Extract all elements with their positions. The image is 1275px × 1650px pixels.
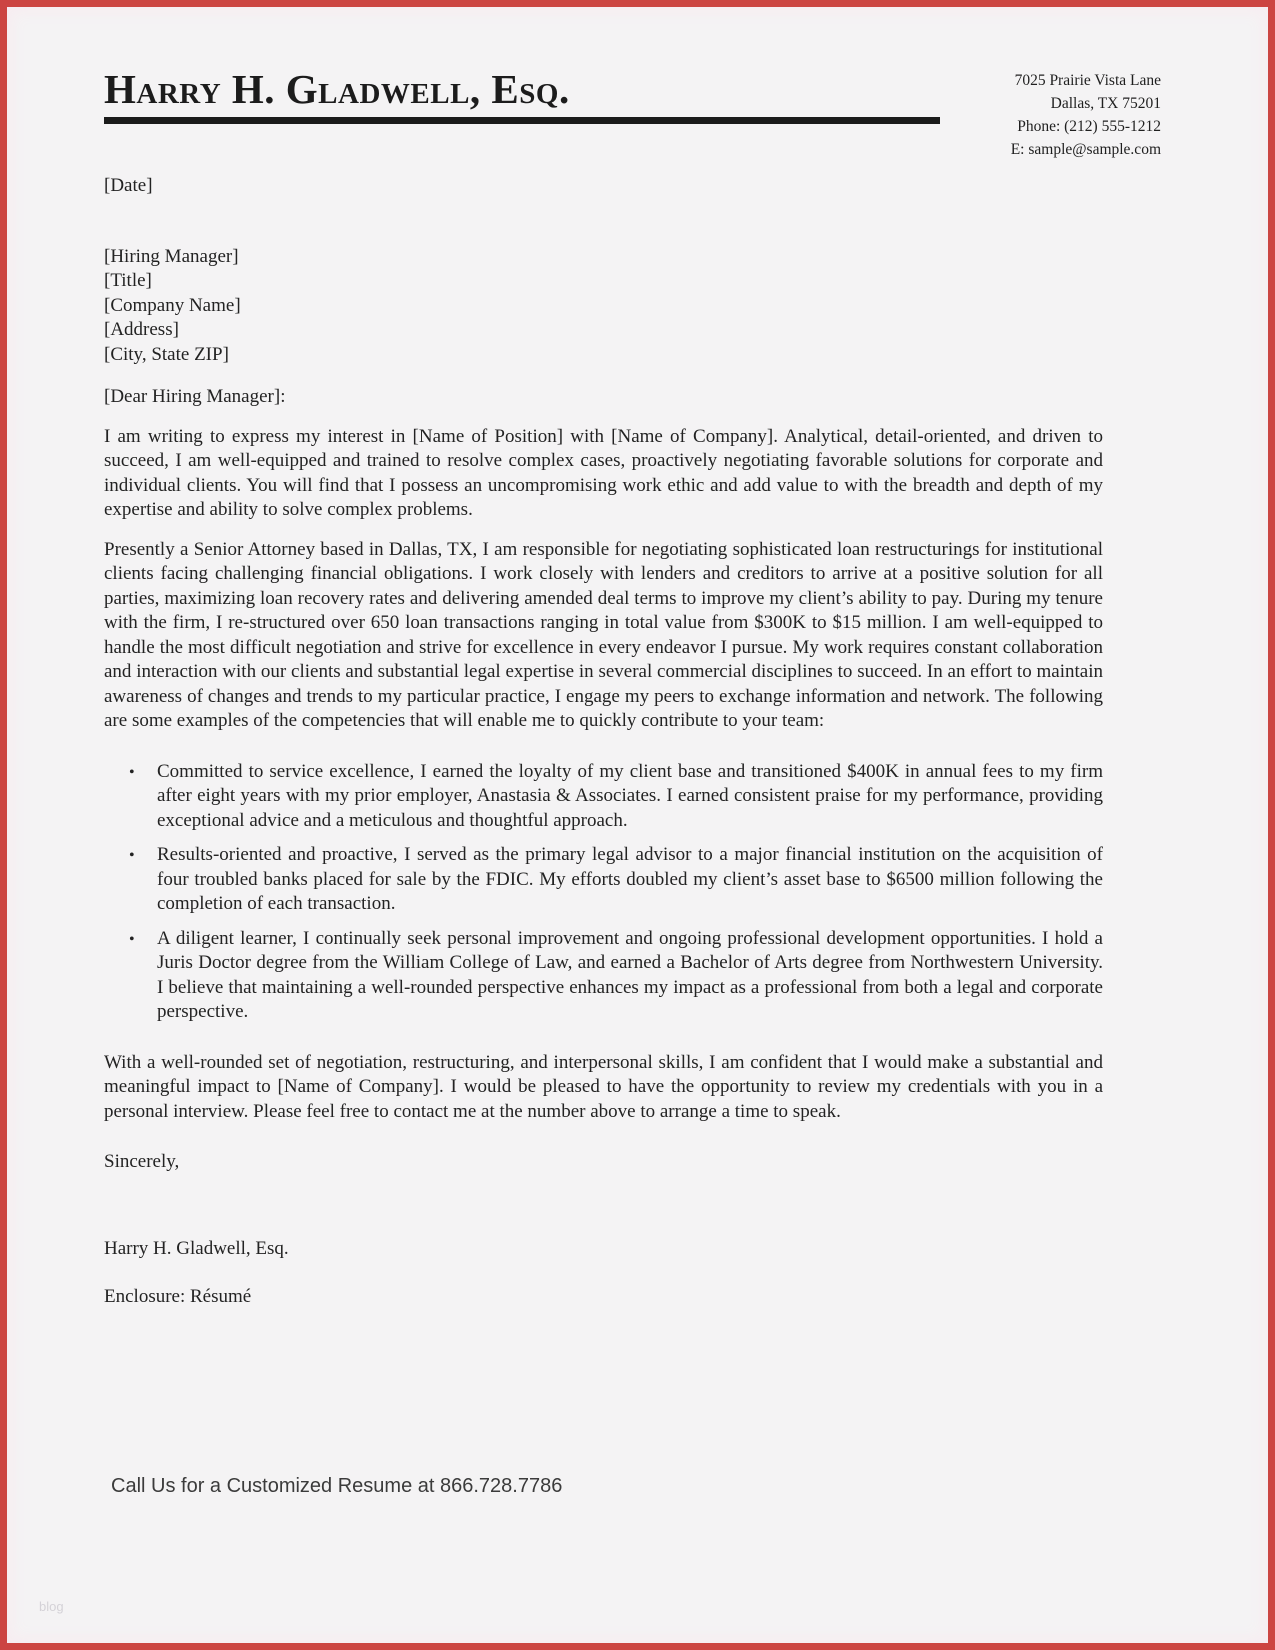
letterhead-name-block xyxy=(104,67,940,124)
enclosure-note: Enclosure: Résumé xyxy=(104,1286,252,1308)
bullet-item-service-excellence xyxy=(129,760,1103,834)
bullet-text: Results-oriented and proactive, I served as the primary legal advisor to a major financial institution on the acquisition of four troubled banks placed for sale by the FDIC. My efforts doubled my client’s asset base to $6500 million following the completion of each transaction. xyxy=(157,844,1103,915)
recipient-line-hiring-manager: [Hiring Manager] xyxy=(104,245,239,267)
letterhead-name: Harry H. Gladwell, Esq. xyxy=(104,66,570,112)
bullet-text: Committed to service excellence, I earned the loyalty of my client base and transitioned $400K in annual fees to my firm after eight years with my prior employer, Anastasia & Associates. I earned consistent praise for my performance, providing exceptional advice and a meticulous and thoughtful approach. xyxy=(157,760,1103,831)
contact-phone: Phone: (212) 555-1212 xyxy=(1017,118,1161,135)
bullet-item-diligent-learner xyxy=(129,927,1103,1025)
bullet-item-results-oriented xyxy=(129,843,1103,917)
footer-call-us-text: Call Us for a Customized Resume at 866.728.7786 xyxy=(111,1475,563,1497)
contact-email: E: sample@sample.com xyxy=(1010,141,1161,158)
recipient-block xyxy=(104,245,1103,368)
paragraph-experience: Presently a Senior Attorney based in Dallas, TX, I am responsible for negotiating sophisticated loan restructurings for institutional clients facing challenging financial obligations. I work closely with lenders and creditors to arrive at a positive solution for all parties, maximizing loan recovery rates and delivering amended deal terms to improve my client’s ability to pay. During my tenure with the firm, I re-structured over 650 loan transactions ranging in total value from $300K to $15 million. I am well-equipped to handle the most difficult negotiation and strive for excellence in every endeavor I pursue. My work requires constant collaboration and interaction with our clients and substantial legal expertise in several commercial disciplines to succeed. In an effort to maintain awareness of changes and trends to my particular practice, I engage my peers to exchange information and network. The following are some examples of the competencies that will enable me to quickly contribute to your team: xyxy=(104,538,1103,732)
valediction: Sincerely, xyxy=(104,1151,180,1173)
date-placeholder: [Date] xyxy=(104,175,153,197)
recipient-line-city-state-zip: [City, State ZIP] xyxy=(104,343,229,365)
paragraph-closing: With a well-rounded set of negotiation, restructuring, and interpersonal skills, I am confident that I would make a substantial and meaningful impact to [Name of Company]. I would be pleased to have the opportunity to review my credentials with you in a personal interview. Please feel free to contact me at the number above to arrange a time to speak. xyxy=(104,1051,1103,1122)
bullet-icon: • xyxy=(129,930,135,948)
bullet-text: A diligent learner, I continually seek personal improvement and ongoing professional development opportunities. I hold a Juris Doctor degree from the William College of Law, and earned a Bachelor of Arts degree from Northwestern University. I believe that maintaining a well-rounded perspective enhances my impact as a professional from both a legal and corporate perspective. xyxy=(157,927,1103,1023)
paragraph-intro: I am writing to express my interest in [Name of Position] with [Name of Company]. Analytical, detail-oriented, and driven to succeed, I am well-equipped and trained to resolve complex cases, proactively negotiating favorable solutions for corporate and individual clients. You will find that I possess an uncompromising work ethic and add value to with the breadth and depth of my expertise and ability to solve complex problems. xyxy=(104,425,1103,521)
letterhead-rule xyxy=(104,117,940,124)
contact-address-line2: Dallas, TX 75201 xyxy=(1050,95,1161,112)
bullet-icon: • xyxy=(129,847,135,865)
letterhead xyxy=(104,66,1161,158)
recipient-line-address: [Address] xyxy=(104,319,179,341)
recipient-line-title: [Title] xyxy=(104,270,152,292)
signature-name: Harry H. Gladwell, Esq. xyxy=(104,1237,289,1259)
letter-content xyxy=(7,7,1268,1310)
salutation: [Dear Hiring Manager]: xyxy=(104,386,286,408)
competency-bullet-list xyxy=(104,760,1103,1025)
letter-body xyxy=(104,174,1103,1310)
letterhead-contact-block xyxy=(1011,69,1161,161)
recipient-line-company: [Company Name] xyxy=(104,294,241,316)
blog-watermark: blog xyxy=(39,1599,64,1614)
bullet-icon: • xyxy=(129,763,135,781)
contact-address-line1: 7025 Prairie Vista Lane xyxy=(1014,72,1161,89)
